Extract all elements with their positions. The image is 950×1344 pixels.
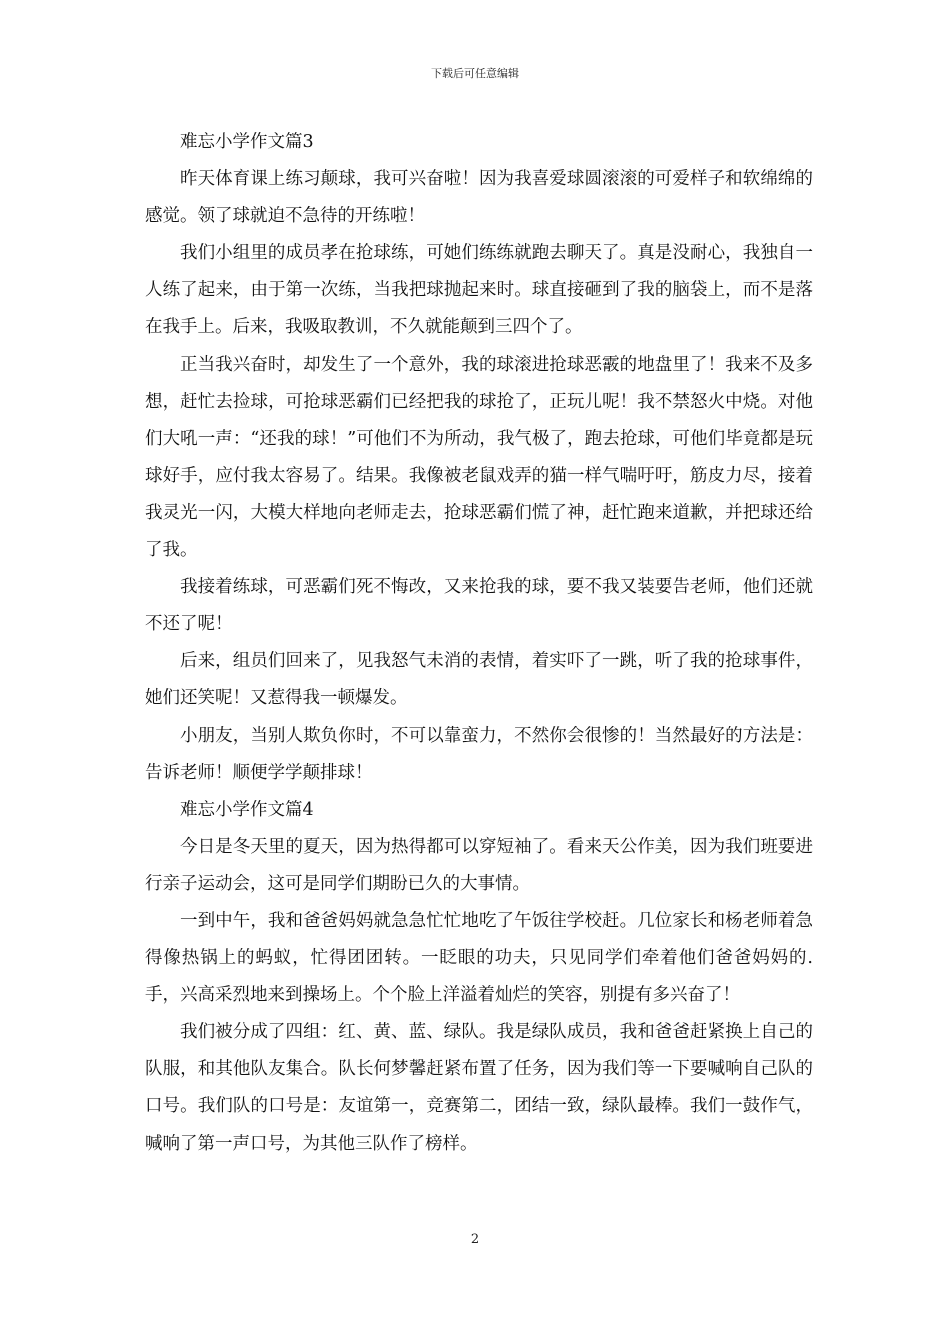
paragraph: 我接着练球，可恶霸们死不悔改，又来抢我的球，要不我又装要告老师，他们还就不还了呢！: [145, 577, 813, 635]
paragraph: 一到中午，我和爸爸妈妈就急急忙忙地吃了午饭往学校赶。几位家长和杨老师着急得像热锅上的蚂蚁，忙得团团转。一眨眼的功夫，只见同学们牵着他们爸爸妈妈的.手，兴高采烈地来到操场上。个个脸上洋溢着灿烂的笑容，别提有多兴奋了！: [145, 910, 813, 1006]
paragraph: 我们被分成了四组：红、黄、蓝、绿队。我是绿队成员，我和爸爸赶紧换上自己的队服，和其他队友集合。队长何梦馨赶紧布置了任务，因为我们等一下要喊响自己队的口号。我们队的口号是：友谊第一，竞赛第二，团结一致，绿队最棒。我们一鼓作气，喊响了第一声口号，为其他三队作了榜样。: [145, 1022, 813, 1154]
paragraph: 小朋友，当别人欺负你时，不可以靠蛮力，不然你会很惨的！当然最好的方法是：告诉老师！顺便学学颠排球！: [145, 725, 813, 783]
page-number: 2: [470, 1232, 480, 1247]
paragraph: 后来，组员们回来了，见我怒气未消的表情，着实吓了一跳，听了我的抢球事件，她们还笑呢！又惹得我一顿爆发。: [145, 651, 813, 709]
paragraph: 昨天体育课上练习颠球，我可兴奋啦！因为我喜爱球圆滚滚的可爱样子和软绵绵的感觉。领了球就迫不急待的开练啦！: [145, 169, 813, 227]
page-header: 下载后可任意编辑: [431, 67, 519, 80]
document-body: [145, 124, 813, 1163]
section-title: 难忘小学作文篇4: [180, 799, 314, 820]
paragraph: 正当我兴奋时，却发生了一个意外，我的球滚进抢球恶霰的地盘里了！我来不及多想，赶忙去捡球，可抢球恶霸们已经把我的球抢了，正玩儿呢！我不禁怒火中烧。对他们大吼一声：“还我的球！”可他们不为所动，我气极了，跑去抢球，可他们毕竟都是玩球好手，应付我太容易了。结果。我像被老鼠戏弄的猫一样气喘吁吁，筋皮力尽，接着我灵光一闪，大模大样地向老师走去，抢球恶霸们慌了神，赶忙跑来道歉，并把球还给了我。: [145, 354, 813, 561]
paragraph: 今日是冬天里的夏天，因为热得都可以穿短袖了。看来天公作美，因为我们班要进行亲子运动会，这可是同学们期盼已久的大事情。: [145, 836, 813, 894]
paragraph: 我们小组里的成员孝在抢球练，可她们练练就跑去聊天了。真是没耐心，我独自一人练了起来，由于第一次练，当我把球抛起来时。球直接砸到了我的脑袋上，而不是落在我手上。后来，我吸取教训，不久就能颠到三四个了。: [145, 243, 813, 338]
section-title: 难忘小学作文篇3: [180, 132, 314, 152]
